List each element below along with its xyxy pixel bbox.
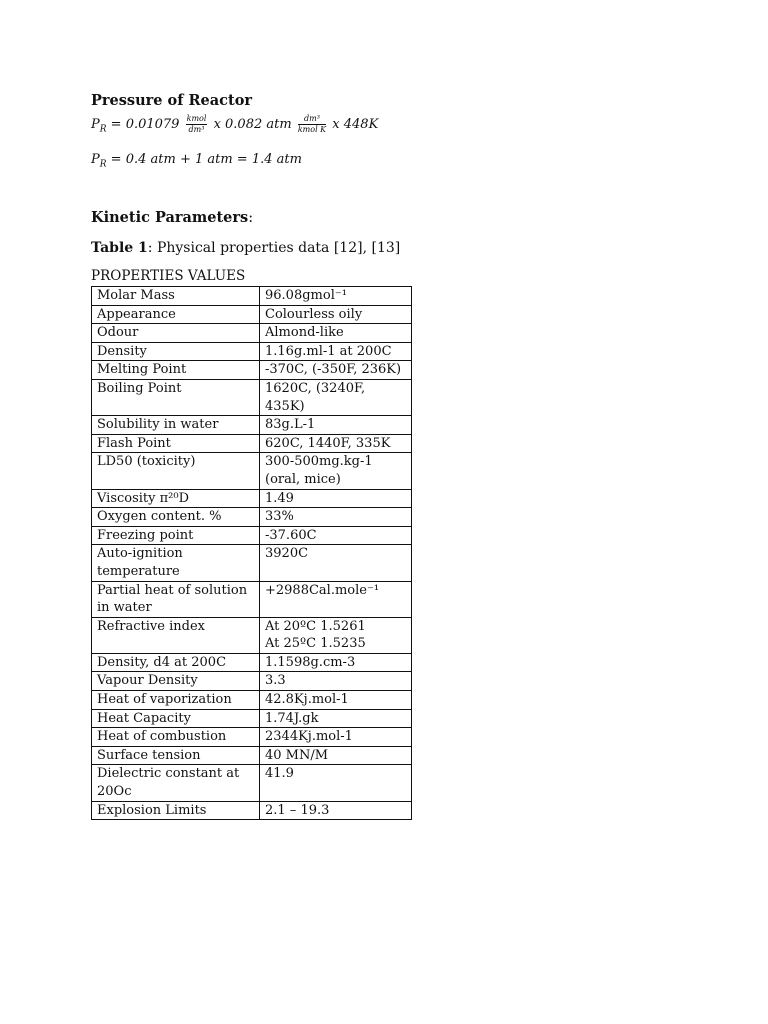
eq1-fraction-1: $\frac{\text{kmol}}{\text{dm³}}$ <box>186 114 207 134</box>
table-row <box>92 545 412 581</box>
table-caption: Table 1: Physical properties data [12], [13] <box>91 240 401 256</box>
table-row <box>92 691 412 710</box>
eq1-term-b: x 0.082 atm <box>213 117 292 132</box>
table-row <box>92 526 412 545</box>
table-row <box>92 434 412 453</box>
value-cell: 40 MN/M <box>260 746 412 765</box>
property-cell: Heat Capacity <box>92 709 260 728</box>
table-row <box>92 508 412 527</box>
property-cell: Explosion Limits <box>92 801 260 820</box>
section-title-pressure: Pressure of Reactor <box>91 92 253 109</box>
table-label: Table 1 <box>91 240 148 256</box>
properties-values-header: PROPERTIES VALUES <box>91 268 246 284</box>
value-cell: 33% <box>260 508 412 527</box>
eq1-term-a: = 0.01079 <box>110 117 180 132</box>
property-cell: Odour <box>92 324 260 343</box>
property-cell: Appearance <box>92 305 260 324</box>
value-cell: 41.9 <box>260 765 412 801</box>
table-row <box>92 728 412 747</box>
eq2-sub: R <box>99 159 107 170</box>
eq1-term-c: x 448K <box>332 117 379 132</box>
pressure-equation-2 <box>91 152 302 170</box>
value-cell: 3.3 <box>260 672 412 691</box>
property-cell: Boiling Point <box>92 379 260 415</box>
table-row <box>92 653 412 672</box>
value-cell: 1.1598g.cm-3 <box>260 653 412 672</box>
property-cell: Heat of vaporization <box>92 691 260 710</box>
property-cell: Viscosity π²⁰D <box>92 489 260 508</box>
table-row <box>92 416 412 435</box>
table-row <box>92 453 412 489</box>
property-cell: Refractive index <box>92 617 260 653</box>
property-cell: Density, d4 at 200C <box>92 653 260 672</box>
table-row <box>92 287 412 306</box>
section-title-kinetic: Kinetic Parameters: <box>91 209 254 226</box>
property-cell: Partial heat of solution in water <box>92 581 260 617</box>
properties-table <box>91 286 412 820</box>
property-cell: Molar Mass <box>92 287 260 306</box>
table-row <box>92 746 412 765</box>
value-cell: 1.16g.ml-1 at 200C <box>260 342 412 361</box>
property-cell: Heat of combustion <box>92 728 260 747</box>
value-cell: 2.1 – 19.3 <box>260 801 412 820</box>
table-row <box>92 765 412 801</box>
table-row <box>92 361 412 380</box>
table-row <box>92 379 412 415</box>
value-cell: 300-500mg.kg-1 (oral, mice) <box>260 453 412 489</box>
eq1-lhs: P <box>91 117 100 132</box>
value-cell: Almond-like <box>260 324 412 343</box>
table-row <box>92 801 412 820</box>
table-row <box>92 489 412 508</box>
value-cell: 3920C <box>260 545 412 581</box>
eq1-fraction-2: $\frac{\text{dm³}}{\text{kmol K}}$ <box>297 114 327 134</box>
property-cell: Dielectric constant at 20Oc <box>92 765 260 801</box>
table-row <box>92 324 412 343</box>
eq2-rest: = 0.4 atm + 1 atm = 1.4 atm <box>110 152 302 167</box>
pressure-equation-1 <box>91 114 378 135</box>
value-cell: 1620C, (3240F, 435K) <box>260 379 412 415</box>
property-cell: Vapour Density <box>92 672 260 691</box>
table-row <box>92 342 412 361</box>
value-cell: -37.60C <box>260 526 412 545</box>
property-cell: Solubility in water <box>92 416 260 435</box>
value-cell: 83g.L-1 <box>260 416 412 435</box>
table-row <box>92 672 412 691</box>
property-cell: Flash Point <box>92 434 260 453</box>
value-cell: 42.8Kj.mol-1 <box>260 691 412 710</box>
property-cell: Melting Point <box>92 361 260 380</box>
value-cell: 620C, 1440F, 335K <box>260 434 412 453</box>
value-cell: -370C, (-350F, 236K) <box>260 361 412 380</box>
property-cell: LD50 (toxicity) <box>92 453 260 489</box>
value-cell: Colourless oily <box>260 305 412 324</box>
value-cell: At 20ºC 1.5261 At 25ºC 1.5235 <box>260 617 412 653</box>
property-cell: Freezing point <box>92 526 260 545</box>
table-row <box>92 305 412 324</box>
value-cell: 1.74J.gk <box>260 709 412 728</box>
table-row <box>92 581 412 617</box>
value-cell: 2344Kj.mol-1 <box>260 728 412 747</box>
value-cell: +2988Cal.mole⁻¹ <box>260 581 412 617</box>
property-cell: Surface tension <box>92 746 260 765</box>
table-row <box>92 617 412 653</box>
table-row <box>92 709 412 728</box>
value-cell: 96.08gmol⁻¹ <box>260 287 412 306</box>
eq2-lhs: P <box>91 152 100 167</box>
property-cell: Auto-ignition temperature <box>92 545 260 581</box>
eq1-sub: R <box>99 124 107 135</box>
value-cell: 1.49 <box>260 489 412 508</box>
property-cell: Oxygen content. % <box>92 508 260 527</box>
property-cell: Density <box>92 342 260 361</box>
